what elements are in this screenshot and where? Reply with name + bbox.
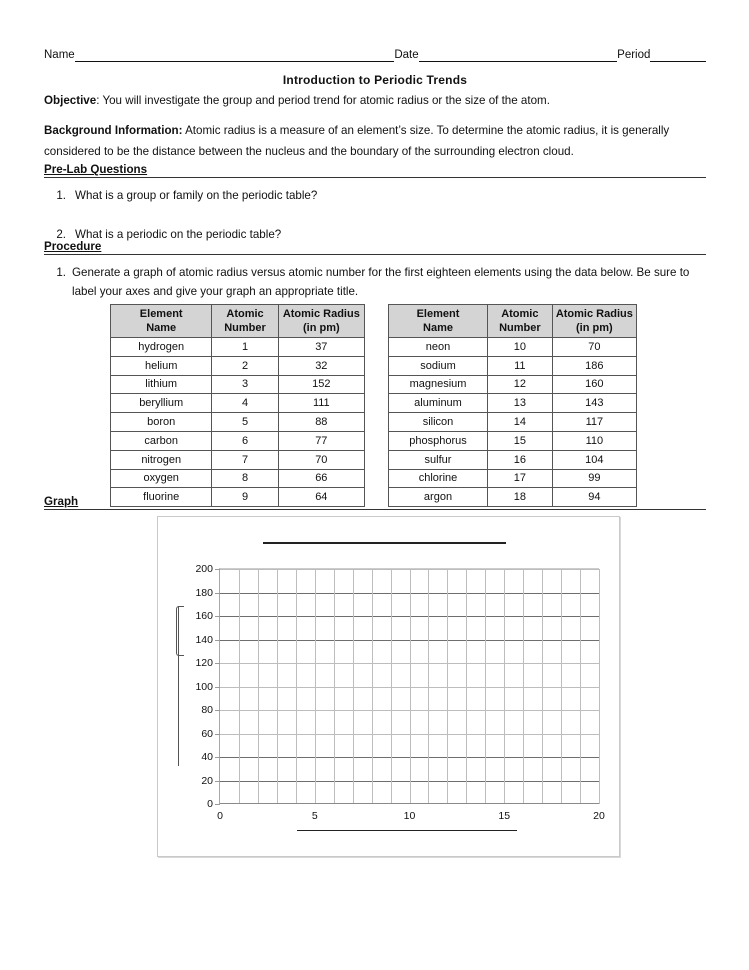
cell-atomic-number: 2 xyxy=(212,356,278,375)
x-axis-line xyxy=(220,803,599,804)
data-table-elements-1-9 xyxy=(110,304,365,507)
y-tick-label: 120 xyxy=(195,657,213,669)
gridline-vertical xyxy=(542,569,543,804)
table-row xyxy=(389,394,637,413)
cell-atomic-number: 18 xyxy=(488,488,553,507)
gridline-vertical xyxy=(353,569,354,804)
question-text: What is a group or family on the periodic table? xyxy=(75,189,318,202)
y-tick-mark xyxy=(215,710,220,711)
y-tick-label: 80 xyxy=(201,704,213,716)
column-header-element-name: Element Name xyxy=(389,305,488,338)
objective-label: Objective xyxy=(44,94,97,107)
cell-atomic-radius: 77 xyxy=(278,431,364,450)
y-tick-mark xyxy=(215,804,220,805)
cell-atomic-number: 7 xyxy=(212,450,278,469)
background-text: Atomic radius is a measure of an element’s size. To determine the atomic radius, it is generally considered to be the distance between the nucleus and the boundary of the surrounding electron cloud. xyxy=(44,124,670,158)
cell-element-name: argon xyxy=(389,488,488,507)
gridline-vertical xyxy=(296,569,297,804)
cell-atomic-radius: 70 xyxy=(278,450,364,469)
section-heading-prelab-label: Pre-Lab Questions xyxy=(44,163,148,176)
cell-atomic-radius: 66 xyxy=(278,469,364,488)
cell-element-name: fluorine xyxy=(111,488,212,507)
background-paragraph xyxy=(44,120,708,162)
cell-atomic-radius: 186 xyxy=(552,356,636,375)
cell-element-name: chlorine xyxy=(389,469,488,488)
cell-atomic-number: 6 xyxy=(212,431,278,450)
y-tick-mark xyxy=(215,616,220,617)
x-tick-label: 10 xyxy=(403,810,416,822)
gridline-vertical xyxy=(485,569,486,804)
gridline-vertical xyxy=(447,569,448,804)
cell-element-name: carbon xyxy=(111,431,212,450)
objective-text: You will investigate the group and period trend for atomic radius or the size of the atom. xyxy=(102,94,550,107)
gridlines xyxy=(220,569,599,804)
cell-atomic-number: 10 xyxy=(488,338,553,357)
column-header-atomic-number: Atomic Number xyxy=(488,305,553,338)
y-tick-mark xyxy=(215,757,220,758)
y-tick-mark xyxy=(215,569,220,570)
cell-atomic-number: 15 xyxy=(488,431,553,450)
table-row xyxy=(111,356,365,375)
y-tick-label: 160 xyxy=(195,610,213,622)
name-date-period-row xyxy=(44,44,706,62)
cell-atomic-radius: 111 xyxy=(278,394,364,413)
cell-element-name: nitrogen xyxy=(111,450,212,469)
gridline-vertical xyxy=(466,569,467,804)
y-tick-label: 40 xyxy=(201,751,213,763)
section-heading-procedure xyxy=(44,240,706,255)
y-tick-label: 100 xyxy=(195,680,213,693)
gridline-vertical xyxy=(428,569,429,804)
cell-atomic-number: 17 xyxy=(488,469,553,488)
cell-atomic-radius: 99 xyxy=(552,469,636,488)
gridline-vertical xyxy=(277,569,278,804)
gridline-vertical xyxy=(334,569,335,804)
cell-element-name: aluminum xyxy=(389,394,488,413)
x-tick-label: 20 xyxy=(593,810,605,822)
cell-atomic-number: 9 xyxy=(212,488,278,507)
table-row xyxy=(111,431,365,450)
procedure-number: 1. xyxy=(56,266,66,279)
y-tick-mark xyxy=(215,781,220,782)
cell-atomic-number: 13 xyxy=(488,394,553,413)
cell-element-name: helium xyxy=(111,356,212,375)
y-tick-label: 140 xyxy=(195,633,213,646)
data-table-elements-10-18 xyxy=(388,304,637,507)
cell-atomic-radius: 64 xyxy=(278,488,364,507)
table-row xyxy=(111,413,365,432)
gridline-vertical xyxy=(258,569,259,804)
column-header-element-name: Element Name xyxy=(111,305,212,338)
y-tick-label: 20 xyxy=(201,774,213,787)
date-write-line[interactable] xyxy=(419,49,618,62)
gridline-vertical xyxy=(315,569,316,804)
cell-atomic-radius: 160 xyxy=(552,375,636,394)
gridline-vertical xyxy=(410,569,411,804)
background-label: Background Information: xyxy=(44,124,183,137)
gridline-vertical xyxy=(504,569,505,804)
table-row xyxy=(111,469,365,488)
period-label: Period xyxy=(617,49,651,61)
question-number: 2. xyxy=(56,228,66,241)
name-write-line[interactable] xyxy=(75,49,395,62)
y-tick-mark xyxy=(215,593,220,594)
table-header-row xyxy=(389,305,637,338)
table-row xyxy=(111,375,365,394)
table-row xyxy=(111,394,365,413)
gridline-vertical xyxy=(372,569,373,804)
x-axis-label-write-line[interactable] xyxy=(297,830,517,831)
cell-atomic-number: 14 xyxy=(488,413,553,432)
cell-atomic-radius: 94 xyxy=(552,488,636,507)
table-row xyxy=(111,338,365,357)
objective-separator: : xyxy=(96,94,103,107)
table-row xyxy=(389,356,637,375)
cell-element-name: beryllium xyxy=(111,394,212,413)
column-header-atomic-radius: Atomic Radius (in pm) xyxy=(278,305,364,338)
cell-element-name: sulfur xyxy=(389,450,488,469)
y-tick-label: 200 xyxy=(195,563,213,575)
procedure-text: Generate a graph of atomic radius versus atomic number for the first eighteen elements using the data below. Be sure to label your axes and give your graph an appropriate title. xyxy=(72,266,690,298)
table-row xyxy=(389,375,637,394)
y-axis-label-write-line[interactable] xyxy=(178,606,179,766)
y-tick-mark xyxy=(215,640,220,641)
table-row xyxy=(389,431,637,450)
cell-atomic-number: 8 xyxy=(212,469,278,488)
table-row xyxy=(111,450,365,469)
chart-title-write-line[interactable] xyxy=(263,542,506,544)
cell-atomic-radius: 152 xyxy=(278,375,364,394)
cell-atomic-radius: 37 xyxy=(278,338,364,357)
y-tick-label: 180 xyxy=(195,586,213,599)
y-tick-mark xyxy=(215,663,220,664)
period-write-line[interactable] xyxy=(650,49,706,62)
objective-paragraph xyxy=(44,90,708,111)
cell-atomic-radius: 110 xyxy=(552,431,636,450)
cell-atomic-radius: 32 xyxy=(278,356,364,375)
column-header-atomic-number: Atomic Number xyxy=(212,305,278,338)
cell-atomic-number: 5 xyxy=(212,413,278,432)
blank-graph-area[interactable] xyxy=(157,516,620,857)
x-tick-label: 5 xyxy=(311,810,318,822)
table-header-row xyxy=(111,305,365,338)
cell-element-name: lithium xyxy=(111,375,212,394)
table-row xyxy=(389,413,637,432)
cell-atomic-number: 11 xyxy=(488,356,553,375)
cell-element-name: hydrogen xyxy=(111,338,212,357)
cell-element-name: sodium xyxy=(389,356,488,375)
gridline-vertical xyxy=(523,569,524,804)
cell-atomic-number: 12 xyxy=(488,375,553,394)
list-item xyxy=(44,186,684,205)
gridline-vertical xyxy=(599,569,600,804)
column-header-atomic-radius: Atomic Radius (in pm) xyxy=(552,305,636,338)
cell-atomic-number: 1 xyxy=(212,338,278,357)
cell-atomic-radius: 70 xyxy=(552,338,636,357)
table-row xyxy=(389,450,637,469)
plot-area xyxy=(195,563,605,822)
section-heading-procedure-label: Procedure xyxy=(44,240,102,253)
question-text: What is a periodic on the periodic table? xyxy=(75,228,282,241)
cell-atomic-number: 4 xyxy=(212,394,278,413)
section-heading-prelab xyxy=(44,163,706,178)
gridline-vertical xyxy=(239,569,240,804)
table-row xyxy=(389,338,637,357)
cell-atomic-number: 3 xyxy=(212,375,278,394)
gridline-vertical xyxy=(580,569,581,804)
section-heading-graph xyxy=(44,495,706,510)
y-tick-label: 0 xyxy=(207,798,213,810)
gridline-vertical xyxy=(391,569,392,804)
cell-element-name: neon xyxy=(389,338,488,357)
cell-atomic-number: 16 xyxy=(488,450,553,469)
y-tick-mark xyxy=(215,687,220,688)
cell-atomic-radius: 117 xyxy=(552,413,636,432)
cell-element-name: magnesium xyxy=(389,375,488,394)
name-label: Name xyxy=(44,49,75,61)
x-tick-label: 15 xyxy=(498,810,511,822)
page-title: Introduction to Periodic Trends xyxy=(282,73,468,87)
question-number: 1. xyxy=(56,189,66,202)
y-tick-mark xyxy=(215,734,220,735)
date-label: Date xyxy=(394,49,419,61)
cell-element-name: boron xyxy=(111,413,212,432)
cell-element-name: phosphorus xyxy=(389,431,488,450)
cell-element-name: silicon xyxy=(389,413,488,432)
cell-atomic-radius: 104 xyxy=(552,450,636,469)
list-item xyxy=(44,263,714,301)
cell-atomic-radius: 88 xyxy=(278,413,364,432)
y-tick-label: 60 xyxy=(201,727,213,740)
cell-element-name: oxygen xyxy=(111,469,212,488)
gridline-vertical xyxy=(561,569,562,804)
section-heading-graph-label: Graph xyxy=(44,495,79,508)
x-tick-label: 0 xyxy=(217,810,223,822)
cell-atomic-radius: 143 xyxy=(552,394,636,413)
table-row xyxy=(389,469,637,488)
